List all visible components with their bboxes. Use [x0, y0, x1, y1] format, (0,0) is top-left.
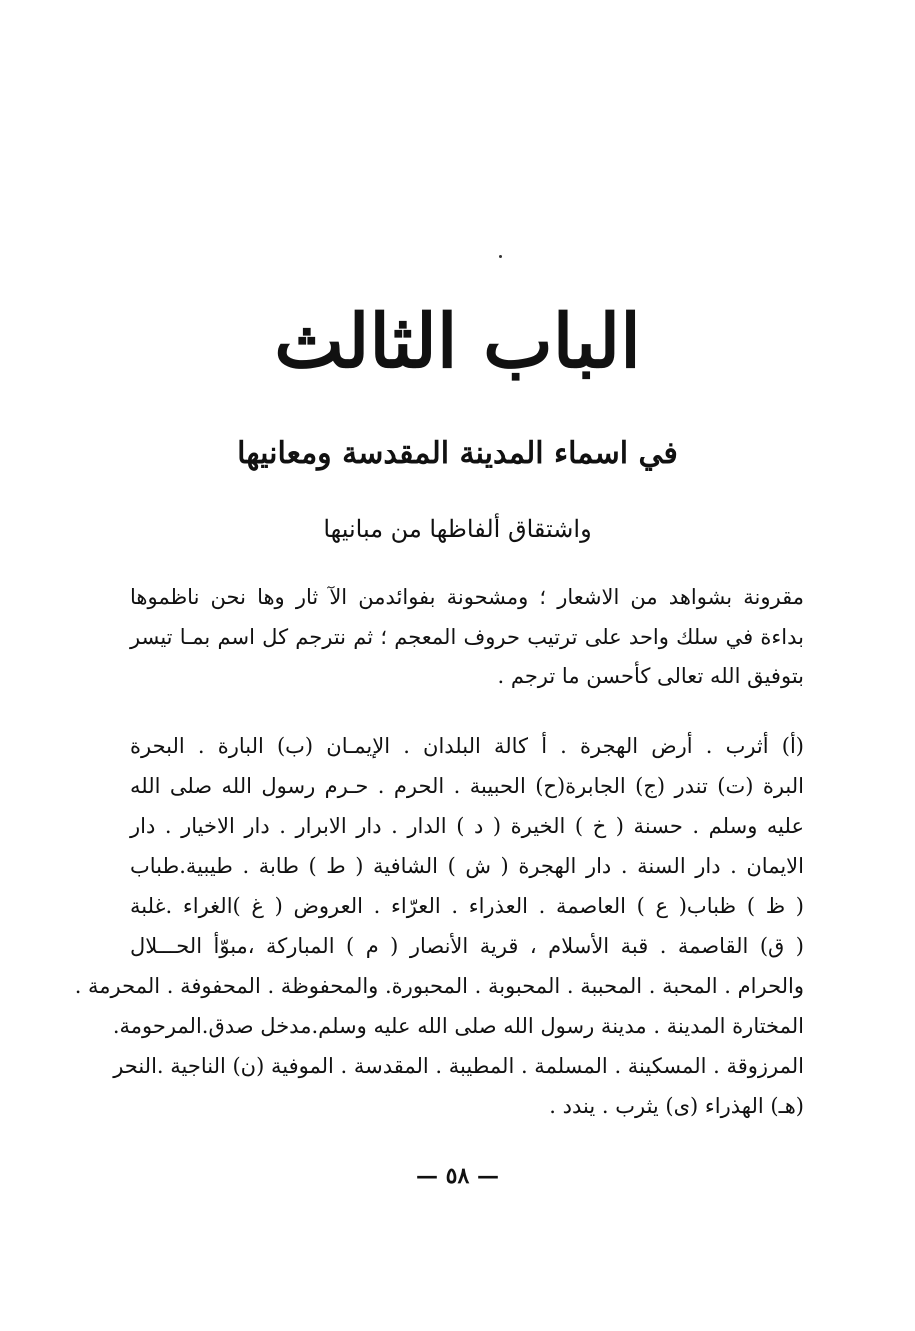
names-paragraph [74, 726, 804, 1126]
page-number: — ٥٨ — [416, 1163, 499, 1189]
names-line: المرزوقة . المسكينة . المسلمة . المطيبة . المقدسة . الموفية (ن) الناجية .النحر [113, 1054, 804, 1078]
intro-line: بتوفيق الله تعالى كأحسن ما ترجم . [497, 664, 804, 688]
names-line: المختارة المدينة . مدينة رسول الله صلى الله عليه وسلم.مدخل صدق.المرحومة. [112, 1014, 804, 1038]
chapter-title: الباب الثالث [274, 299, 641, 385]
names-line: (أ) أثرب . أرض الهجرة . أ كالة البلدان . الإيمـان (ب) البارة . البحرة [130, 734, 804, 758]
chapter-subtitle: في اسماء المدينة المقدسة ومعانيها [237, 436, 678, 471]
chapter-subtitle-secondary: واشتقاق ألفاظها من مبانيها [323, 515, 592, 543]
intro-paragraph [130, 578, 804, 697]
names-line: عليه وسلم . حسنة ( خ ) الخيرة ( د ) الدار . دار الابرار . دار الاخيار . دار [130, 814, 804, 838]
intro-line: مقرونة بشواهد من الاشعار ؛ ومشحونة بفوائدمن الآ ثار وها نحن ناظموها [130, 585, 804, 609]
names-line: البرة (ت) تندر (ج) الجابرة(ح) الحبيبة . الحرم . حـرم رسول الله صلى الله [130, 774, 804, 798]
stray-dot [499, 255, 502, 258]
names-line: ( ظ ) ظباب( ع ) العاصمة . العذراء . العرّاء . العروض ( غ )الغراء .غلبة [130, 894, 804, 918]
names-line: (هـ) الهذراء (ى) يثرب . يندد . [549, 1094, 804, 1118]
names-line: الايمان . دار السنة . دار الهجرة ( ش ) الشافية ( ط ) طابة . طيبية.طباب [130, 854, 804, 878]
names-line: ( ق) القاصمة . قبة الأسلام ، قرية الأنصار ( م ) المباركة ،مبوّأ الحـــلال [130, 934, 804, 958]
names-line: والحرام . المحبة . المحببة . المحبوبة . المحبورة. والمحفوظة . المحفوفة . المحرمة . [74, 974, 804, 998]
intro-line: بداءة في سلك واحد على ترتيب حروف المعجم ؛ ثم نترجم كل اسم بمـا تيسر [130, 624, 804, 649]
